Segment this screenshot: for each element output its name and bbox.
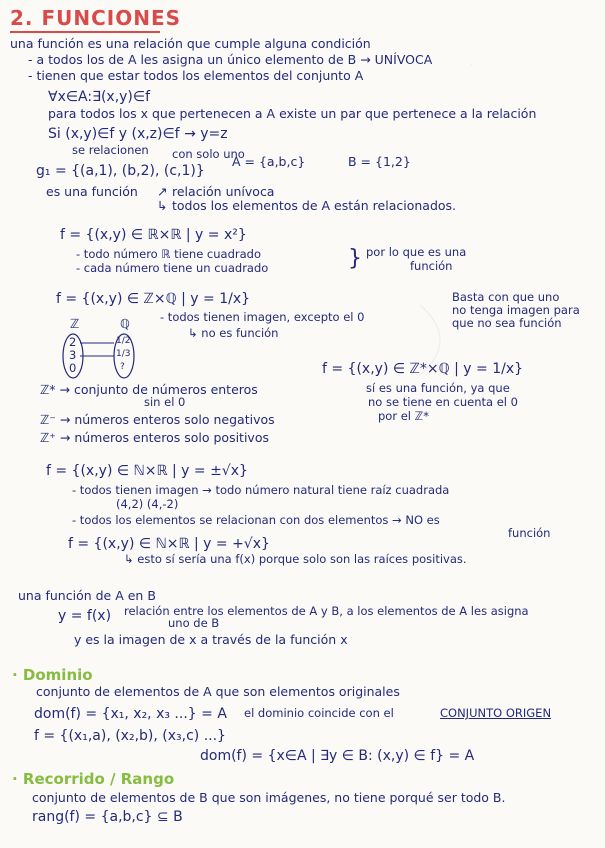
dominio-conjunto-origen: CONJUNTO ORIGEN — [440, 706, 552, 720]
ex2-note-a: - todos tienen imagen, excepto el 0 — [160, 310, 365, 324]
ex2-side-c: que no sea función — [452, 316, 562, 330]
def-formula-1: ∀x∈A:∃(x,y)∈f — [48, 89, 151, 105]
dominio-title: · Dominio — [12, 666, 93, 684]
fx-y-equals: y = f(x) — [58, 608, 112, 624]
ex4-pairs: (4,2) (4,-2) — [116, 497, 179, 511]
def-formula-1-desc: para todos los x que pertenecen a A existe un par que pertenece a la relación — [48, 106, 537, 121]
set-z-star: ℤ* → conjunto de números enteros — [40, 382, 258, 397]
def-formula-2: Si (x,y)∈f y (x,z)∈f → y=z — [48, 126, 228, 142]
dominio-coincide: el dominio coincide con el — [244, 706, 394, 720]
ex3-line-a: sí es una función, ya que — [366, 381, 510, 395]
ex2-note-b: ↳ no es función — [188, 326, 279, 340]
codomain-value-3: ? — [120, 362, 125, 372]
dominio-formula: dom(f) = {x₁, x₂, x₃ ...} = A — [34, 706, 227, 722]
ex1-conclusion-b: función — [410, 259, 453, 273]
ex4-point-b2: función — [508, 526, 551, 540]
ex1-conclusion-a: por lo que es una — [366, 245, 467, 259]
recorrido-def: conjunto de elementos de B que son imágenes, no tiene porqué ser todo B. — [32, 790, 506, 805]
ex2-set-z: ℤ — [70, 316, 80, 331]
intro-line-1: una función es una relación que cumple alguna condición — [10, 36, 371, 51]
domain-value-2: 3 — [69, 348, 77, 362]
set-z-plus: ℤ⁺ → números enteros solo positivos — [40, 430, 269, 445]
ex3-formula: f = {(x,y) ∈ ℤ*×ℚ | y = 1/x} — [322, 361, 524, 377]
recorrido-formula: rang(f) = {a,b,c} ⊆ B — [32, 809, 183, 825]
set-z-minus: ℤ⁻ → números enteros solo negativos — [40, 412, 275, 427]
dominio-set-builder: dom(f) = {x∈A | ∃y ∈ B: (x,y) ∈ f} = A — [200, 748, 475, 764]
set-a: A = {a,b,c} — [232, 154, 306, 169]
page-title: 2. FUNCIONES — [10, 6, 182, 30]
ex4-point-a: - todos tienen imagen → todo número natural tiene raíz cuadrada — [72, 483, 450, 497]
fx-image: y es la imagen de x a través de la función x — [74, 632, 348, 647]
ex4-formula: f = {(x,y) ∈ ℕ×ℝ | y = ±√x} — [46, 463, 248, 479]
intro-line-3: - tienen que estar todos los elementos del conjunto A — [28, 68, 364, 83]
def-formula-2-desc-b: con solo uno — [172, 147, 245, 161]
fx-intro: una función de A en B — [18, 588, 156, 603]
domain-value-3: 0 — [69, 361, 77, 375]
set-b: B = {1,2} — [348, 154, 411, 169]
ex1-formula: f = {(x,y) ∈ ℝ×ℝ | y = x²} — [60, 227, 247, 243]
ex2-set-q: ℚ — [120, 316, 130, 331]
fx-relation-b: uno de B — [168, 616, 220, 630]
ex1-brace: } — [348, 246, 362, 271]
g1-is-function: es una función — [46, 184, 138, 199]
ex1-point-a: - todo número ℝ tiene cuadrado — [76, 247, 261, 261]
g1-reason-2: todos los elementos de A están relacionados. — [172, 198, 457, 213]
ex1-point-b: - cada número tiene un cuadrado — [76, 261, 269, 275]
codomain-value-1: 1/2 — [116, 336, 131, 346]
ex2-side-a: Basta con que uno — [452, 290, 560, 304]
recorrido-title: · Recorrido / Rango — [12, 770, 175, 788]
def-formula-2-desc-a: se relacionen — [72, 143, 149, 157]
ex3-line-c: por el ℤ* — [378, 409, 429, 423]
ex2-side-b: no tenga imagen para — [452, 303, 580, 317]
domain-value-1: 2 — [69, 335, 77, 349]
set-z-star-b: sin el 0 — [144, 395, 186, 409]
ex2-formula: f = {(x,y) ∈ ℤ×ℚ | y = 1/x} — [56, 291, 251, 307]
g1-formula: g₁ = {(a,1), (b,2), (c,1)} — [36, 163, 205, 179]
g1-arrow: ↗ — [157, 184, 168, 199]
ex4-point-c: ↳ esto sí sería una f(x) porque solo son las raíces positivas. — [124, 552, 467, 566]
ex4-formula-2: f = {(x,y) ∈ ℕ×ℝ | y = +√x} — [68, 536, 270, 552]
codomain-value-2: 1/3 — [116, 349, 131, 359]
intro-line-2: - a todos los de A les asigna un único elemento de B → UNÍVOCA — [28, 52, 433, 67]
ex4-point-b: - todos los elementos se relacionan con dos elementos → NO es — [72, 513, 440, 527]
g1-arrow-2: ↳ — [157, 198, 168, 213]
dominio-def: conjunto de elementos de A que son elementos originales — [36, 684, 400, 699]
fx-relation: relación entre los elementos de A y B, a los elementos de A les asigna — [124, 604, 529, 618]
dominio-f: f = {(x₁,a), (x₂,b), (x₃,c) ...} — [34, 728, 226, 744]
g1-reason-1: relación unívoca — [172, 184, 275, 199]
ex3-line-b: no se tiene en cuenta el 0 — [368, 395, 518, 409]
